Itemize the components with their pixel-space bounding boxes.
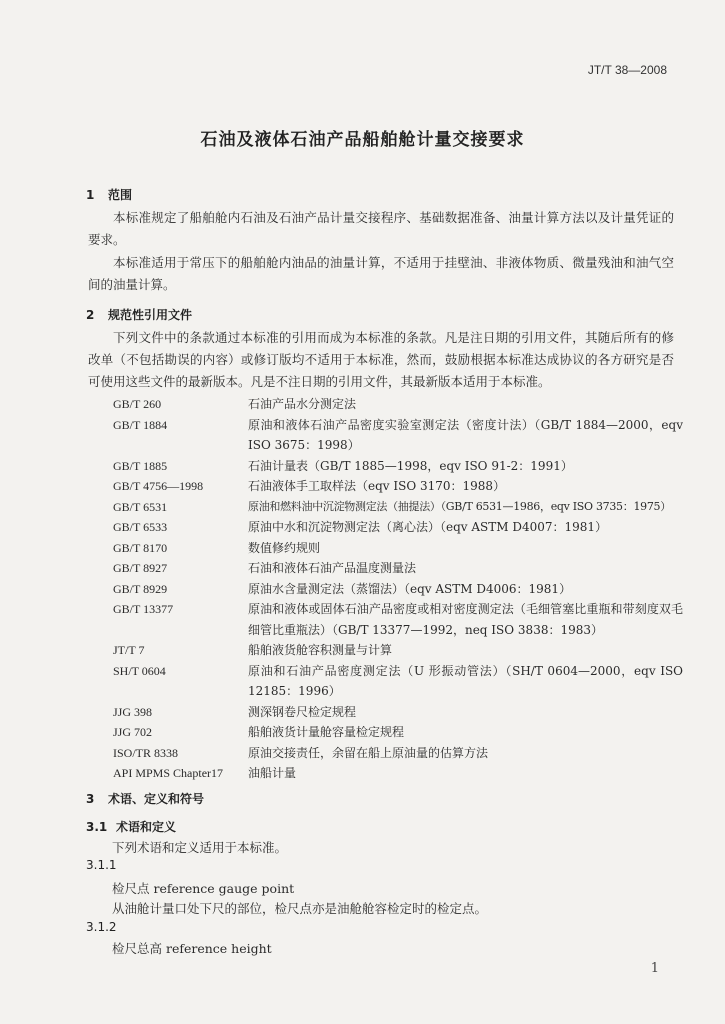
clause-3-1-2-number: 3.1.2 [86,920,117,934]
section-number: 1 [86,188,95,202]
reference-code: GB/T 6531 [113,499,168,514]
reference-item [113,640,683,661]
section-1-paragraph-1: 本标准规定了船舶舱内石油及石油产品计量交接程序、基础数据准备、油量计算方法以及计量凭证的要求。 [88,210,674,247]
reference-code: GB/T 260 [113,397,162,411]
subsection-3-1-heading [86,818,176,835]
section-number: 3 [86,792,95,806]
reference-code: ISO/TR 8338 [113,745,179,760]
normative-references-list [113,394,683,784]
reference-title: 数值修约规则 [248,540,321,555]
reference-item [113,476,683,497]
reference-item [113,517,683,538]
reference-title: 原油水含量测定法（蒸馏法）（eqv ASTM D4006：1981） [248,581,572,596]
page-number: 1 [650,961,659,976]
section-1-paragraph-2: 本标准适用于常压下的船舶舱内油品的油量计算，不适用于挂壁油、非液体物质、微量残油和油气空间的油量计算。 [88,255,674,292]
reference-title: 石油液体手工取样法（eqv ISO 3170：1988） [248,479,506,493]
reference-code: GB/T 13377 [113,602,174,616]
reference-title: 测深钢卷尺检定规程 [248,704,357,719]
reference-title: 油船计量 [248,766,297,780]
section-title: 范围 [108,188,133,202]
reference-title: 原油中水和沉淀物测定法（离心法）（eqv ASTM D4007：1981） [248,520,608,534]
reference-code: JT/T 7 [113,643,145,657]
reference-item [113,702,683,723]
reference-code: GB/T 8927 [113,561,168,575]
section-title: 术语和定义 [116,820,177,834]
term-3-1-1: 检尺点 reference gauge point [112,881,295,896]
reference-item [113,558,683,579]
reference-item [113,722,683,743]
section-number: 2 [86,308,95,322]
section-1-heading [86,186,132,203]
reference-title: 原油交接责任，余留在船上原油量的估算方法 [248,745,489,760]
section-2-heading [86,306,192,323]
reference-item [113,497,683,518]
reference-title: 船舶液货计量舱容量检定规程 [248,725,405,739]
section-title: 规范性引用文件 [108,308,193,322]
clause-3-1-1-number: 3.1.1 [86,858,117,872]
reference-title: 船舶液货舱容积测量与计算 [248,643,393,657]
reference-title: 原油和液体石油产品密度实验室测定法（密度计法）（GB/T 1884—2000，eqv ISO 3675：1998） [248,417,683,452]
reference-code: JJG 398 [113,704,153,719]
section-2-intro: 下列文件中的条款通过本标准的引用而成为本标准的条款。凡是注日期的引用文件，其随后所有的修改单（不包括勘误的内容）或修订版均不适用于本标准，然而，鼓励根据本标准达成协议的各方研究是否可使用这些文件的最新版本。凡是不注日期的引用文件，其最新版本适用于本标准。 [88,330,674,389]
reference-code: GB/T 8170 [113,540,168,555]
reference-code: GB/T 1885 [113,458,168,473]
standard-code: JT/T 38—2008 [587,63,667,77]
reference-code: GB/T 8929 [113,581,168,596]
subsection-3-1-intro: 下列术语和定义适用于本标准。 [112,840,288,855]
reference-code: API MPMS Chapter17 [113,766,224,780]
reference-item [113,599,683,640]
reference-item [113,579,683,600]
reference-code: GB/T 1884 [113,417,168,432]
reference-title: 石油产品水分测定法 [248,397,357,411]
reference-code: GB/T 4756—1998 [113,479,204,493]
reference-item [113,456,683,477]
reference-title: 石油和液体石油产品温度测量法 [248,561,417,575]
section-3-heading [86,790,204,807]
reference-title: 原油和石油产品密度测定法（U 形振动管法）（SH/T 0604—2000，eqv ISO 12185：1996） [248,663,683,698]
term-3-1-2: 检尺总高 reference height [112,941,272,956]
reference-code: JJG 702 [113,725,153,739]
reference-item [113,394,683,415]
reference-item [113,763,683,784]
section-number: 3.1 [86,820,108,834]
definition-3-1-1: 从油舱计量口处下尺的部位，检尺点亦是油舱舱容检定时的检定点。 [112,901,488,916]
reference-code: SH/T 0604 [113,663,166,678]
reference-item [113,743,683,764]
reference-item [113,538,683,559]
reference-item [113,415,683,456]
reference-code: GB/T 6533 [113,520,168,534]
reference-title: 原油和液体或固体石油产品密度或相对密度测定法（毛细管塞比重瓶和带刻度双毛细管比重瓶法）（GB/T 13377—1992，neq ISO 3838：1983） [248,602,683,637]
section-title: 术语、定义和符号 [108,792,205,806]
reference-title: 原油和燃料油中沉淀物测定法（抽提法）（GB/T 6531—1986，eqv ISO 3735：1975） [248,499,671,513]
reference-title: 石油计量表（GB/T 1885—1998，eqv ISO 91-2：1991） [248,458,573,473]
document-title: 石油及液体石油产品船舶舱计量交接要求 [200,130,525,150]
reference-item [113,661,683,702]
